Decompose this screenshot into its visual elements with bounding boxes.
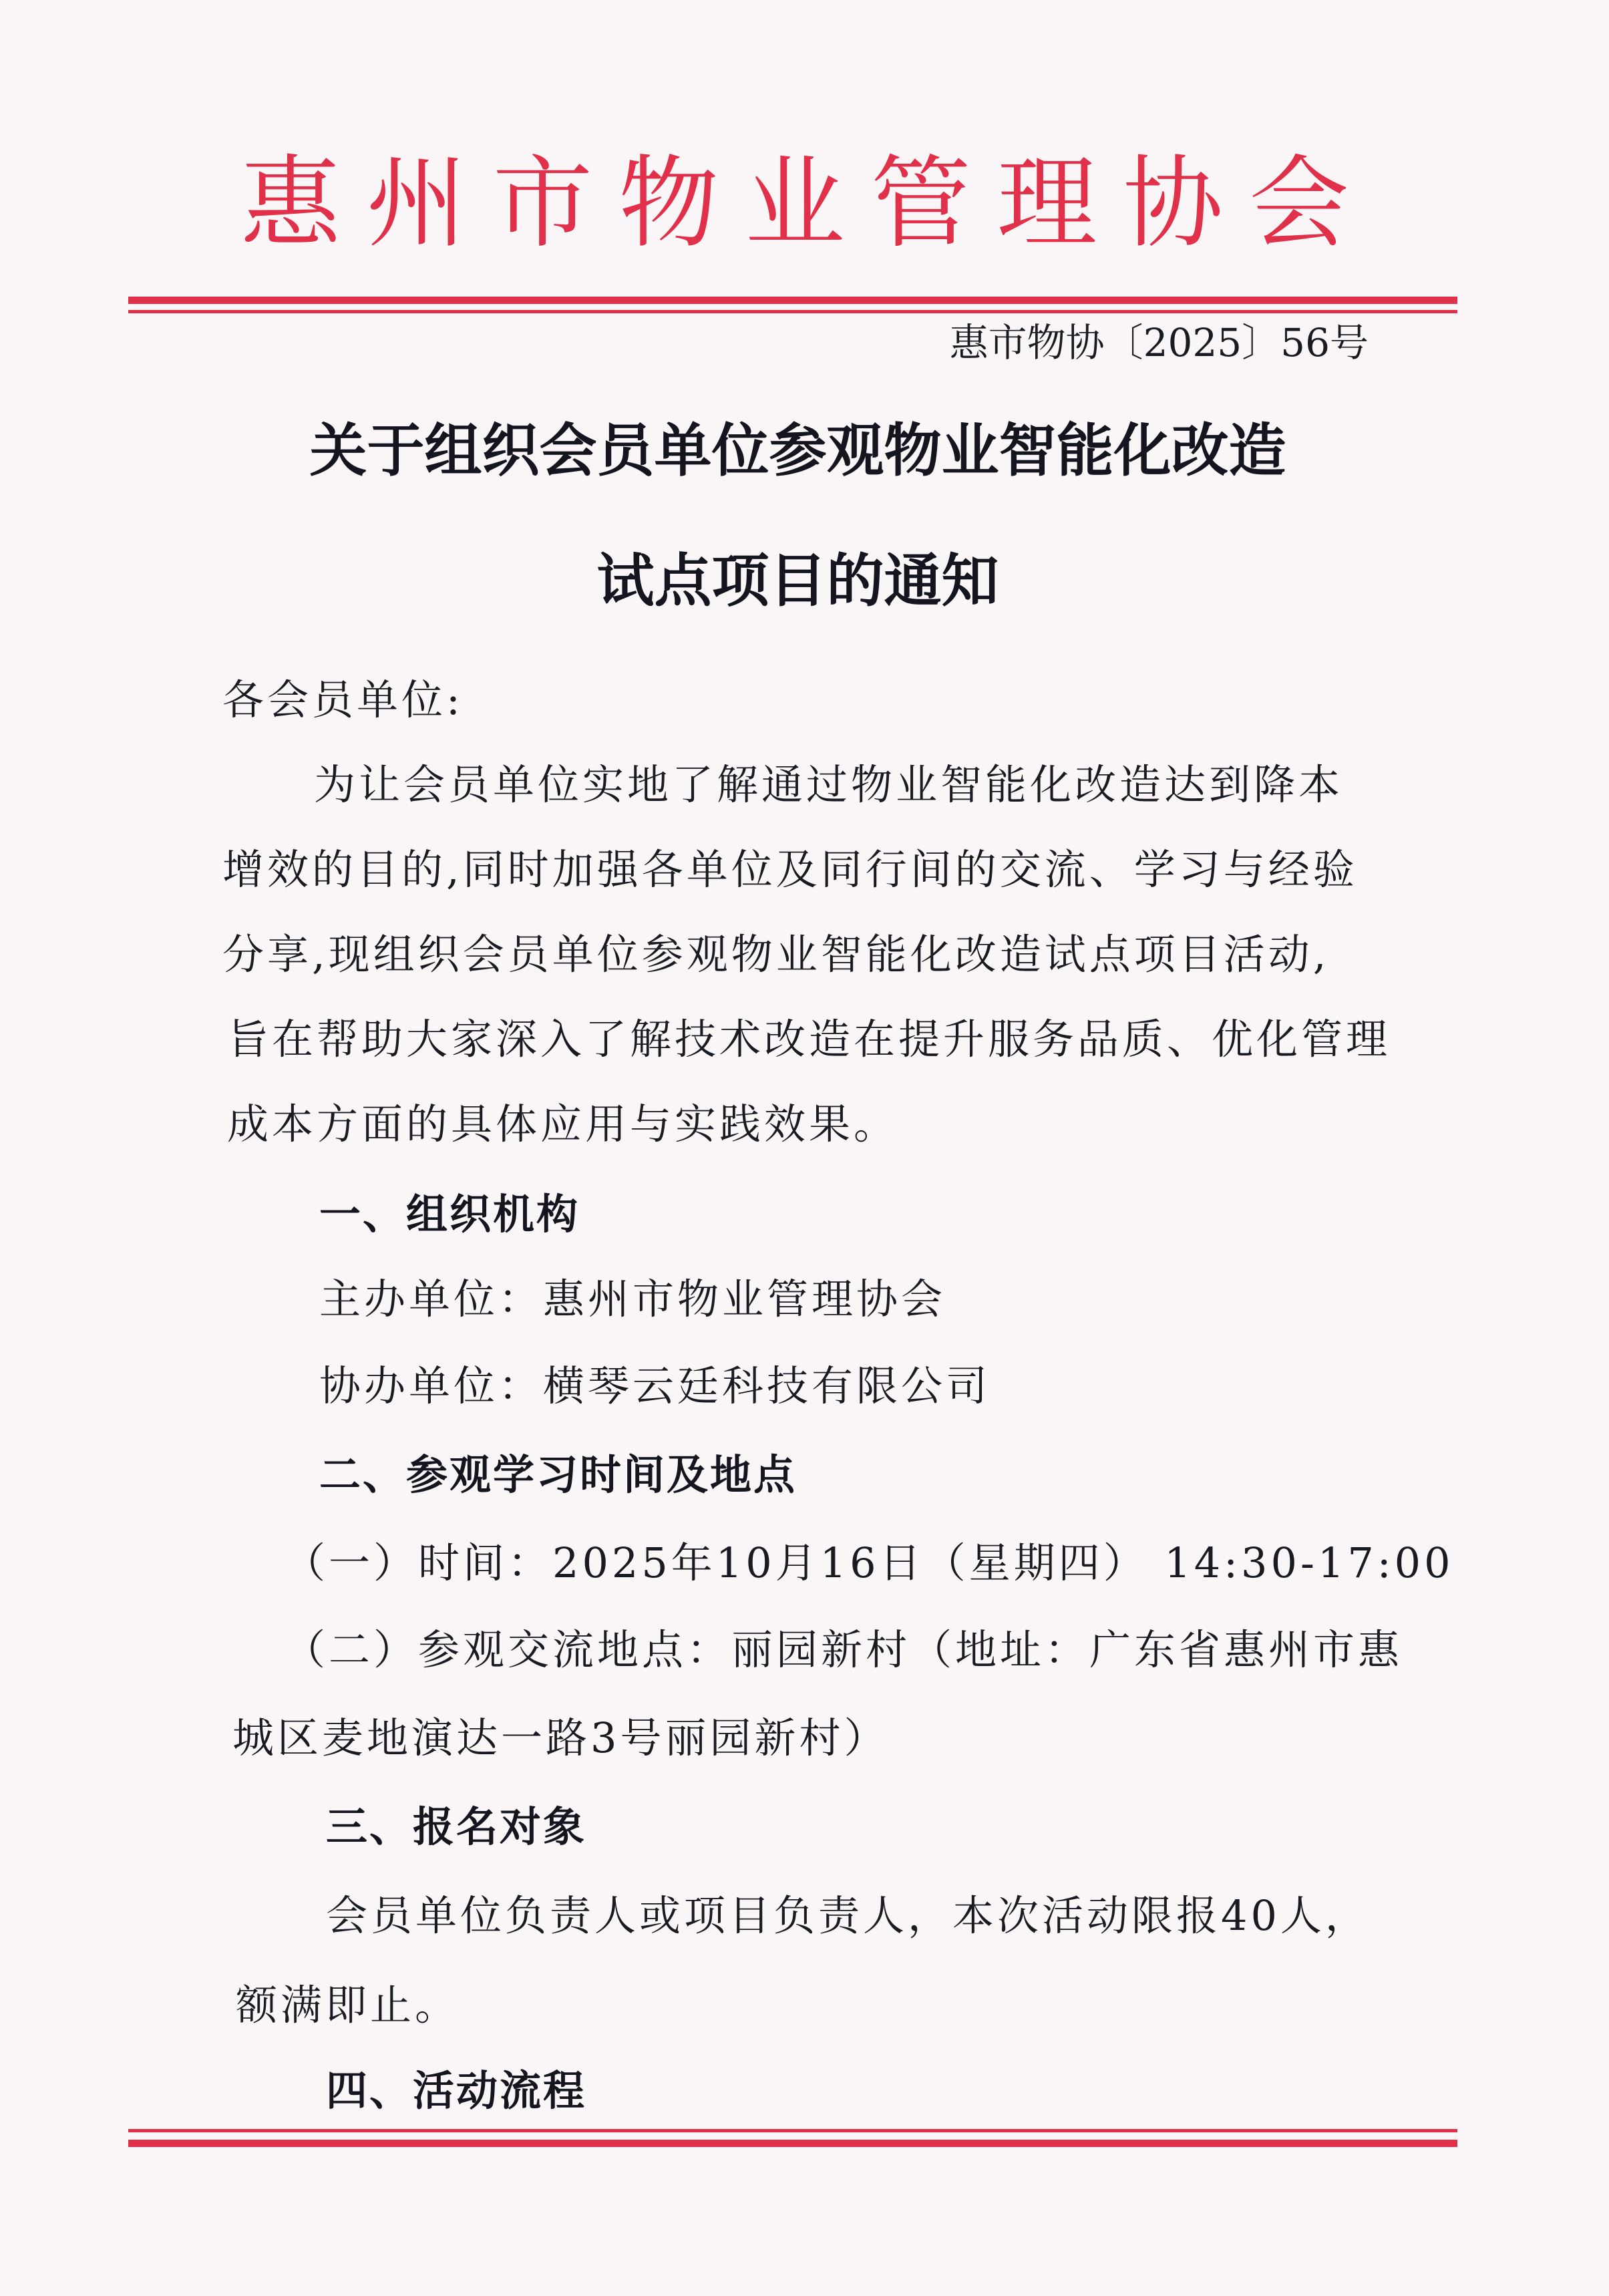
letterhead-char: 惠	[240, 146, 341, 262]
notice-title-line1: 关于组织会员单位参观物业智能化改造	[309, 418, 1286, 484]
letterhead-char: 市	[492, 146, 593, 262]
letterhead-char: 业	[744, 146, 845, 262]
document-number: 惠市物协〔2025〕56号	[949, 320, 1369, 365]
letterhead-char: 管	[870, 146, 971, 262]
footer-divider-thick	[128, 2140, 1457, 2147]
intro-paragraph-line: 分享,现组织会员单位参观物业智能化改造试点项目活动,	[222, 930, 1330, 979]
intro-paragraph-line: 旨在帮助大家深入了解技术改造在提升服务品质、优化管理	[227, 1015, 1391, 1063]
intro-paragraph-line: 增效的目的,同时加强各单位及同行间的交流、学习与经验	[222, 845, 1358, 894]
letterhead-char: 物	[618, 146, 719, 262]
visit-time: （一）时间：2025年10月16日（星期四） 14:30-17:00	[284, 1538, 1454, 1587]
letterhead-divider-thin	[128, 310, 1457, 313]
letterhead-char: 协	[1123, 146, 1224, 262]
host-unit: 主办单位：惠州市物业管理协会	[319, 1275, 946, 1323]
letterhead-divider-thick	[128, 297, 1457, 304]
letterhead-organization	[234, 144, 1356, 264]
section-heading-agenda: 四、活动流程	[326, 2066, 587, 2115]
registration-text: 会员单位负责人或项目负责人，本次活动限报40人，	[326, 1891, 1370, 1940]
notice-title-line2: 试点项目的通知	[596, 548, 999, 615]
visit-location-cont: 城区麦地演达一路3号丽园新村）	[232, 1713, 889, 1762]
visit-location: （二）参观交流地点：丽园新村（地址：广东省惠州市惠	[284, 1625, 1403, 1674]
salutation: 各会员单位:	[222, 675, 464, 724]
co-host-unit: 协办单位：横琴云廷科技有限公司	[319, 1361, 991, 1410]
registration-text-cont: 额满即止。	[236, 1981, 460, 2029]
section-heading-time-location: 二、参观学习时间及地点	[319, 1450, 797, 1499]
intro-paragraph-line: 为让会员单位实地了解通过物业智能化改造达到降本	[314, 760, 1344, 809]
section-heading-registration: 三、报名对象	[326, 1802, 587, 1851]
letterhead-char: 理	[997, 146, 1097, 262]
intro-paragraph-line: 成本方面的具体应用与实践效果。	[227, 1100, 899, 1148]
letterhead-char: 会	[1248, 146, 1349, 262]
footer-divider-thin	[128, 2129, 1457, 2132]
letterhead-char: 州	[366, 146, 467, 262]
section-heading-organization: 一、组织机构	[319, 1190, 580, 1239]
